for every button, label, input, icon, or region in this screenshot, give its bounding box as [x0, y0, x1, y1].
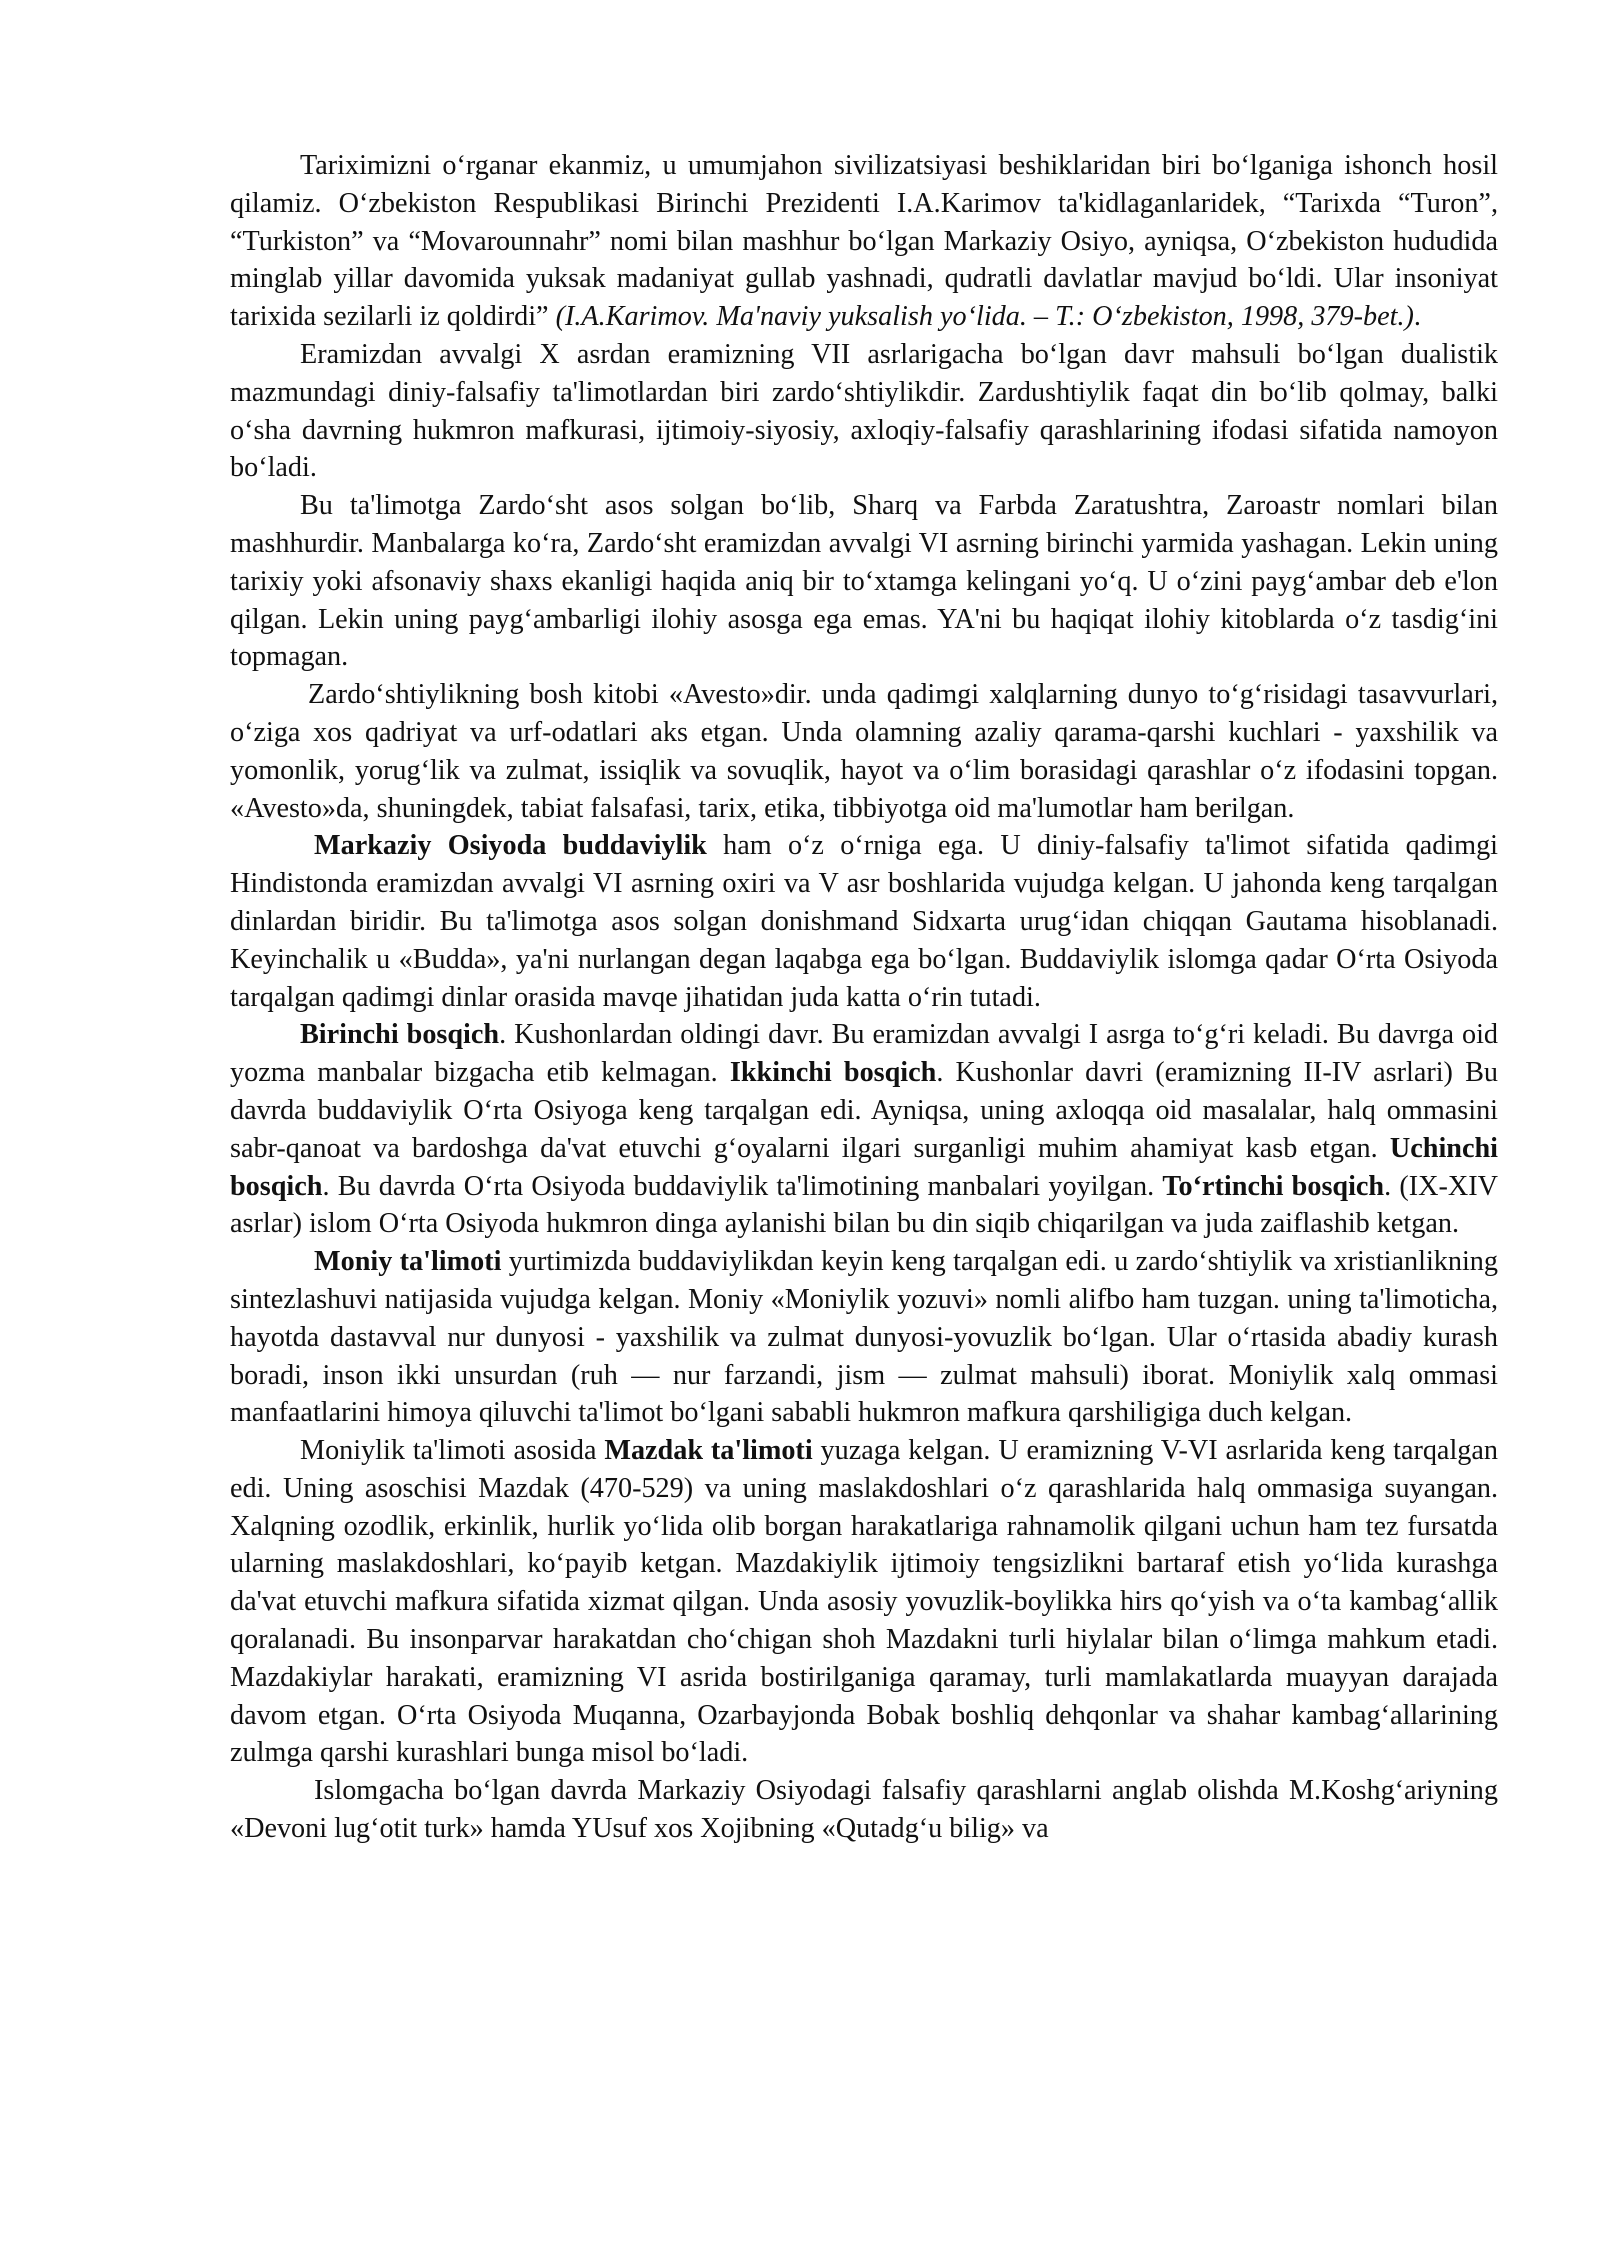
paragraph-text: ham o‘z o‘rniga ega. U diniy-falsafiy ta'limot sifatida qadimgi Hindistonda eramizdan avvalgi VI asrning oxiri va V asr boshlarida vujudga kelgan. U jahonda keng tarqalgan dinlardan biridir. Bu ta'limotga asos solgan donishmand Sidxarta urug‘idan chiqqan Gautama hisoblanadi. Keyinchalik u «Budda», ya'ni nurlangan degan laqabga ega bo‘lgan. Buddaviylik islomga qadar O‘rta Osiyoda tarqalgan qadimgi dinlar orasida mavqe jihatidan juda katta o‘rin tutadi. [230, 830, 1498, 1013]
paragraph-stages [230, 1016, 1498, 1243]
paragraph-text: Bu ta'limotga Zardo‘sht asos solgan bo‘lib, Sharq va Farbda Zaratushtra, Zaroastr nomlari bilan mashhurdir. Manbalarga ko‘ra, Zardo‘sht eramizdan avvalgi VI asrning birinchi yarmida yashagan. Lekin uning tarixiy yoki afsonaviy shaxs ekanligi haqida aniq bir to‘xtamga kelingani yo‘q. U o‘zini payg‘ambar deb e'lon qilgan. Lekin uning payg‘ambarligi ilohiy asosga ega emas. YA'ni bu haqiqat ilohiy kitoblarda o‘z tasdig‘ini topmagan. [230, 490, 1498, 673]
paragraph-pre-islamic [230, 1772, 1498, 1848]
stage-4-text: . (IX-XIV asrlar) islom O‘rta Osiyoda hukmron dinga aylanishi bilan bu din siqib chiqarilgan va juda zaiflashib ketgan. [230, 1170, 1498, 1240]
paragraph-buddhism [230, 827, 1498, 1016]
paragraph-avesto [230, 676, 1498, 827]
paragraph-text: Eramizdan avvalgi X asrdan eramizning VII asrlarigacha bo‘lgan davr mahsuli bo‘lgan dualistik mazmundagi diniy-falsafiy ta'limotlardan biri zardo‘shtiylikdir. Zardushtiylik faqat din bo‘lib qolmay, balki o‘sha davrning hukmron mafkurasi, ijtimoiy-siyosiy, axloqiy-falsafiy qarashlarining ifodasi sifatida namoyon bo‘ladi. [230, 338, 1498, 484]
bold-term: Markaziy Osiyoda buddaviylik [314, 830, 707, 862]
stage-3-heading: Uchinchi bosqich [230, 1132, 1498, 1202]
paragraph-text-before: Moniylik ta'limoti asosida [300, 1435, 605, 1467]
paragraph-text: Tariximizni o‘rganar ekanmiz, u umumjahon sivilizatsiyasi beshiklaridan biri bo‘lganiga ishonch hosil qilamiz. O‘zbekiston Respublikasi Birinchi Prezidenti I.A.Karimov ta'kidlaganlaridek, “Tarixda “Turon”, “Turkiston” va “Movarounnahr” nomi bilan mashhur bo‘lgan Markaziy Osiyo, ayniqsa, O‘zbekiston hududida minglab yillar davomida yuksak madaniyat gullab yashnadi, qudratli davlatlar mavjud bo‘ldi. Ular insoniyat tarixida sezilarli iz qoldirdi” [230, 150, 1498, 333]
bold-term: Moniy ta'limoti [314, 1246, 502, 1278]
paragraph-text: Zardo‘shtiylikning bosh kitobi «Avesto»dir. unda qadimgi xalqlarning dunyo to‘g‘risidagi tasavvurlari, o‘ziga xos qadriyat va urf-odatlari aks etgan. Unda olamning azaliy qarama-qarshi kuchlari - yaxshilik va yomonlik, yorug‘lik va zulmat, issiqlik va sovuqlik, hayot va o‘lim borasidagi qarashlar o‘z ifodasini topgan. «Avesto»da, shuningdek, tabiat falsafasi, tarix, etika, tibbiyotga oid ma'lumotlar ham berilgan. [230, 679, 1498, 824]
stage-1-text: . Kushonlardan oldingi davr. Bu eramizdan avvalgi I asrga to‘g‘ri keladi. Bu davrga oid yozma manbalar bizgacha etib kelmagan. [230, 1019, 1499, 1089]
citation: (I.A.Karimov. Ma'naviy yuksalish yo‘lida. – T.: O‘zbekiston, 1998, 379-bet.) [555, 301, 1414, 333]
stage-2-heading: Ikkinchi bosqich [729, 1057, 937, 1089]
paragraph-zoroastrianism [230, 336, 1498, 487]
paragraph-zardosht [230, 487, 1498, 676]
paragraph-text: yuzaga kelgan. U eramizning V-VI asrlarida keng tarqalgan edi. Uning asoschisi Mazdak (470-529) va uning maslakdoshlari o‘z qarashlarida halq ommasiga suyangan. Xalqning ozodlik, erkinlik, hurlik yo‘lida olib borgan harakatlariga rahnamolik qilgani uchun ham tez fursatda ularning maslakdoshlari, ko‘payib ketgan. Mazdakiylik ijtimoiy tengsizlikni bartaraf etish yo‘lida kurashga da'vat etuvchi mafkura sifatida xizmat qilgan. Unda asosiy yovuzlik-boylikka hirs qo‘yish va o‘ta kambag‘allik qoralanadi. Bu insonparvar harakatdan cho‘chigan shoh Mazdakni turli hiylalar bilan o‘limga mahkum etadi. Mazdakiylar harakati, eramizning VI asrida bostirilganiga qaramay, turli mamlakatlarda muayyan darajada davom etgan. O‘rta Osiyoda Muqanna, Ozarbayjonda Bobak boshliq dehqonlar va shahar kambag‘allarining zulmga qarshi kurashlari bunga misol bo‘ladi. [230, 1435, 1498, 1769]
stage-4-heading: To‘rtinchi bosqich [1162, 1170, 1385, 1202]
paragraph-mazdak [230, 1432, 1498, 1772]
document-page [230, 147, 1498, 1848]
stage-2-text: . Kushonlar davri (eramizning II-IV asrlari) Bu davrda buddaviylik O‘rta Osiyoga keng tarqalgan edi. Ayniqsa, uning axloqqa oid masalalar, halq ommasini sabr-qanoat va bardoshga da'vat etuvchi g‘oyalarni ilgari surganligi muhim ahamiyat kasb etgan. [230, 1057, 1498, 1164]
stage-3-text: . Bu davrda O‘rta Osiyoda buddaviylik ta'limotining manbalari yoyilgan. [322, 1170, 1163, 1202]
bold-term: Mazdak ta'limoti [604, 1435, 813, 1467]
paragraph-intro [230, 147, 1498, 336]
sentence-end: . [1413, 301, 1421, 333]
paragraph-text: yurtimizda buddaviylikdan keyin keng tarqalgan edi. u zardo‘shtiylik va xristianlikning sintezlashuvi natijasida vujudga kelgan. Moniy «Moniylik yozuvi» nomli alifbo ham tuzgan. uning ta'limoticha, hayotda dastavval nur dunyosi - yaxshilik va zulmat dunyosi-yovuzlik bo‘lgan. Ular o‘rtasida abadiy kurash boradi, inson ikki unsurdan (ruh — nur farzandi, jism — zulmat mahsuli) iborat. Moniylik xalq ommasi manfaatlarini himoya qiluvchi ta'limot bo‘lgani sababli hukmron mafkura qarshiligiga duch kelgan. [230, 1246, 1498, 1429]
paragraph-text: Islomgacha bo‘lgan davrda Markaziy Osiyodagi falsafiy qarashlarni anglab olishda M.Koshg‘ariyning «Devoni lug‘otit turk» hamda YUsuf xos Xojibning «Qutadg‘u bilig» va [230, 1775, 1498, 1845]
paragraph-manichaeism [230, 1243, 1498, 1432]
stage-1-heading: Birinchi bosqich [300, 1019, 500, 1051]
